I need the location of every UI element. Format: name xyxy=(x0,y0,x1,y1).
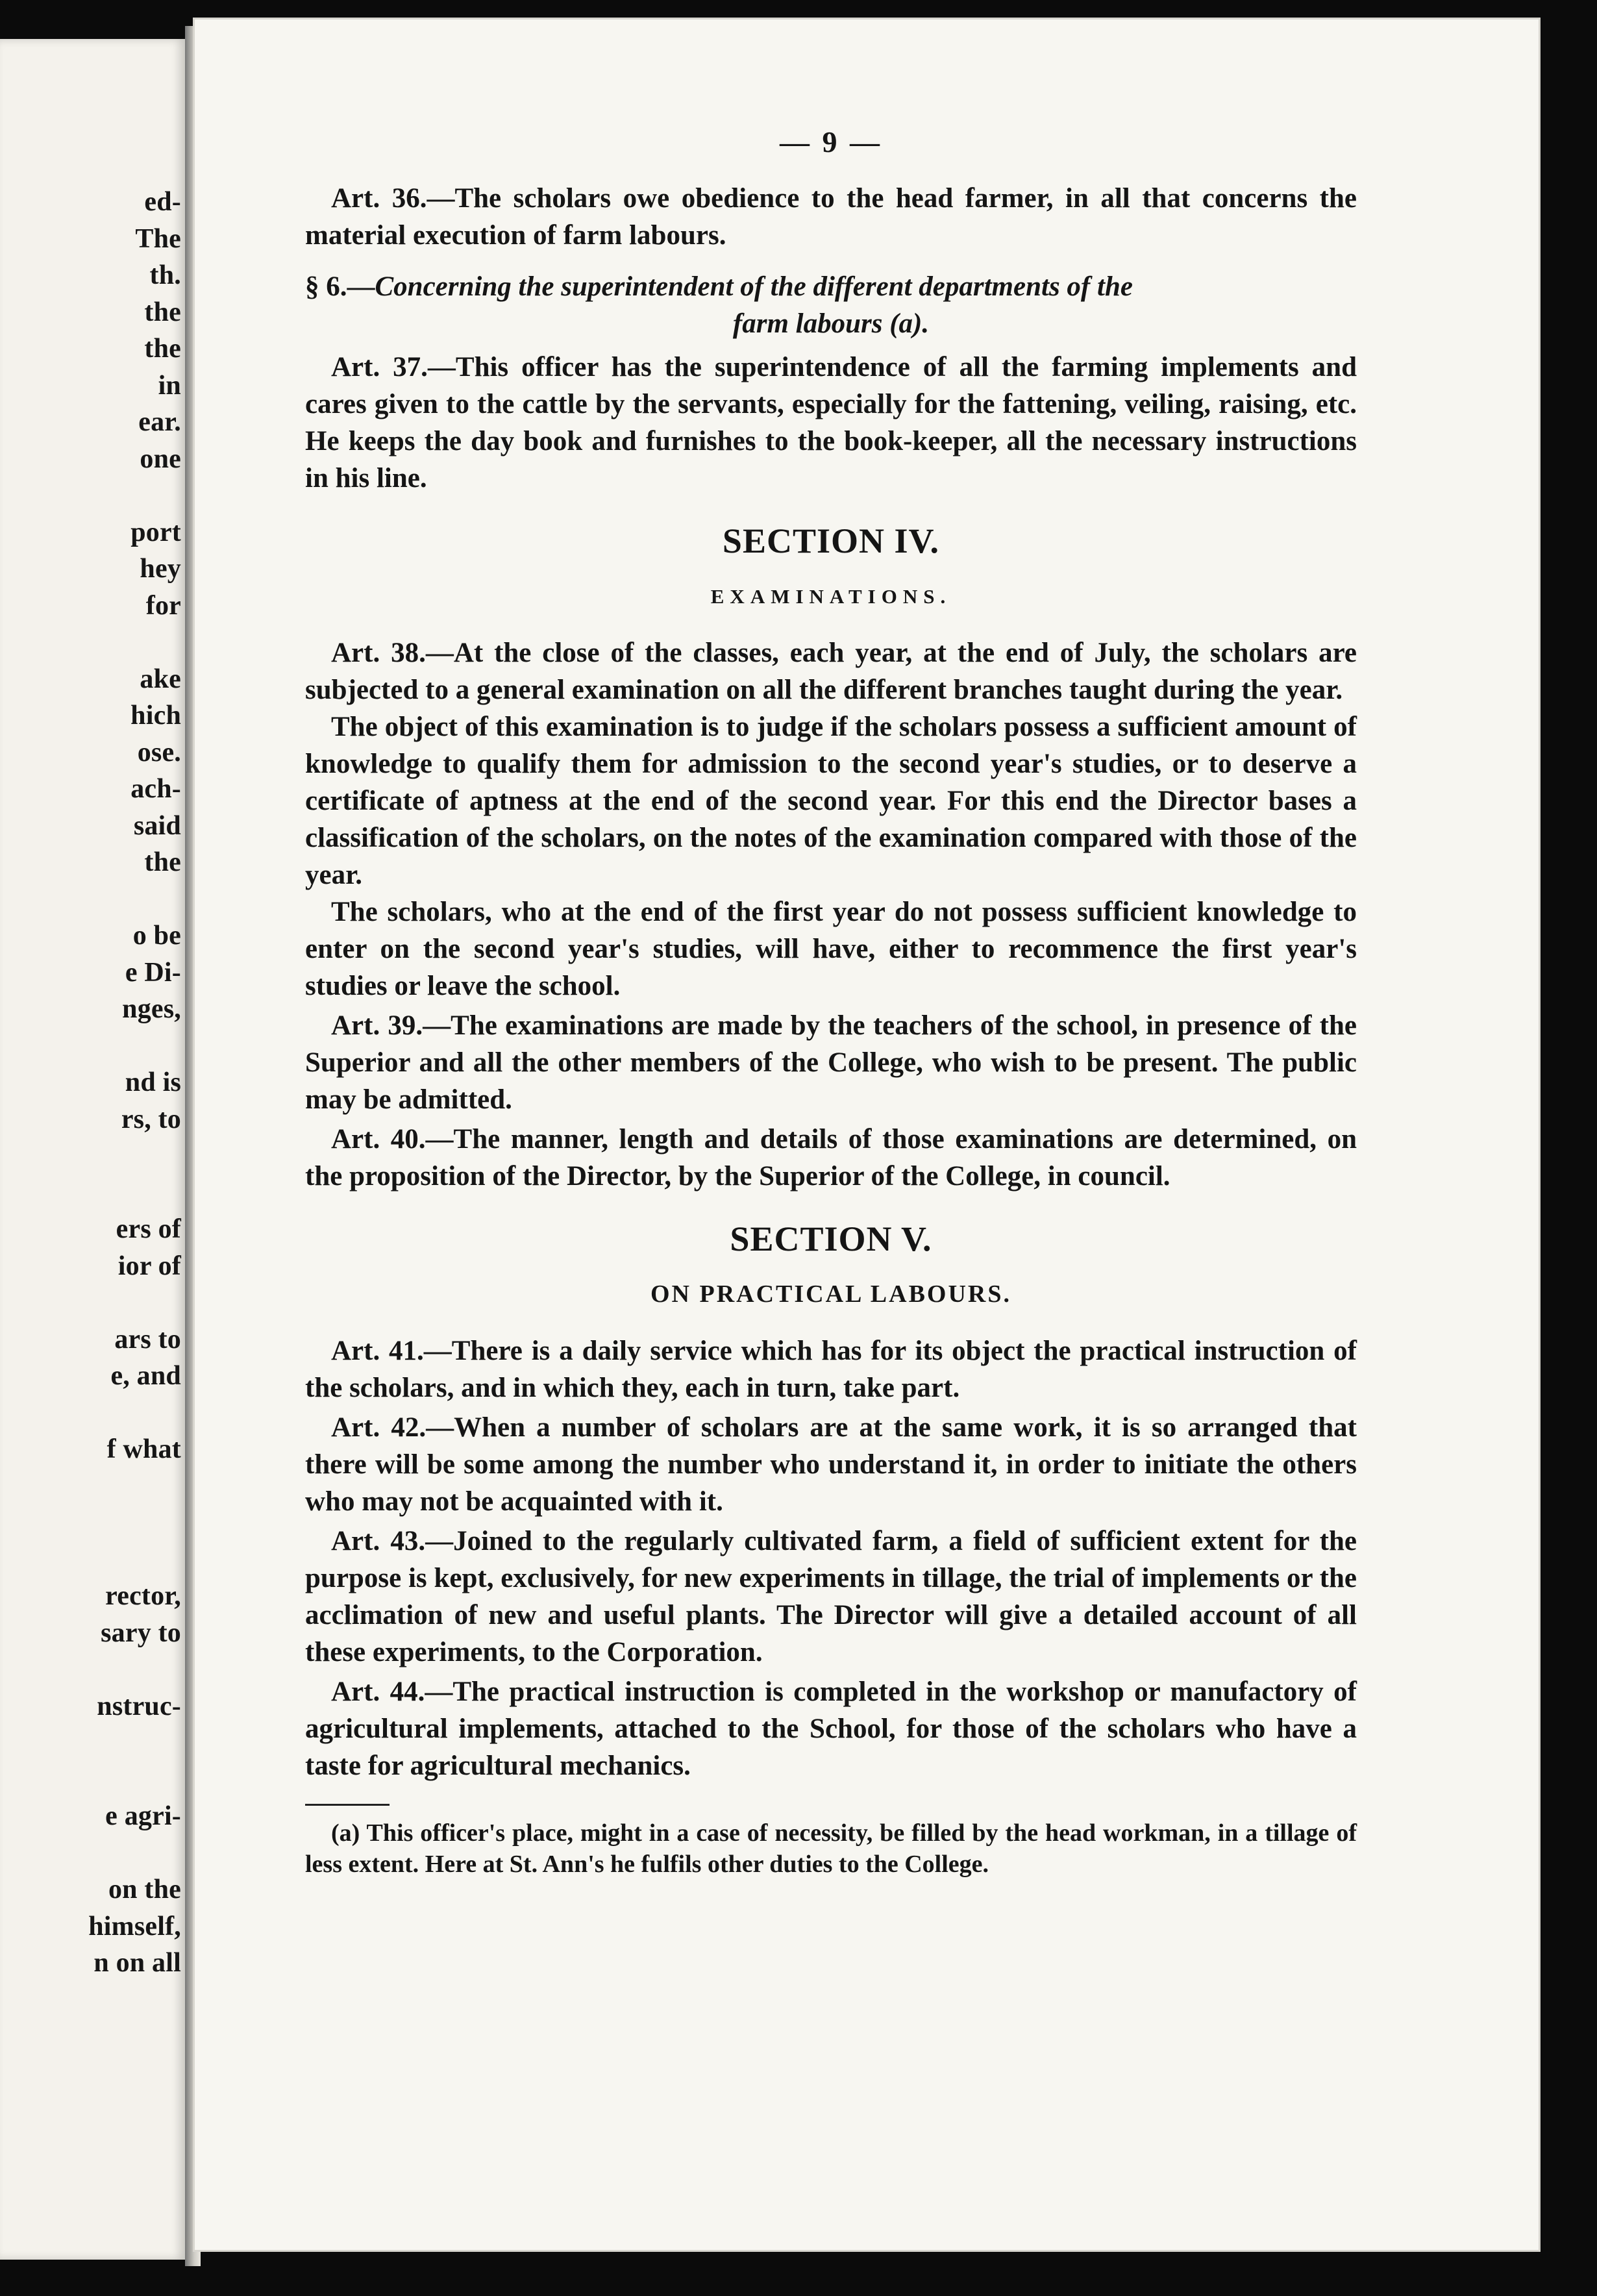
facing-page-line: ars to xyxy=(114,1324,181,1354)
facing-page-line: ach- xyxy=(130,774,181,804)
facing-page-line: rector, xyxy=(105,1581,181,1611)
footnote-rule xyxy=(305,1804,390,1806)
article-42: Art. 42.—When a number of scholars are at the same work, it is so arranged that there will be some among the number who understand it, in order to initiate the others who may not be acquainted with it. xyxy=(305,1412,1357,1517)
facing-page-line: said xyxy=(133,810,181,841)
facing-page-line: The xyxy=(135,223,181,254)
facing-page-line: hich xyxy=(130,701,181,730)
article-41: Art. 41.—There is a daily service which has for its object the practical instruction of the scholars, and in which they, each in turn, take part. xyxy=(305,1336,1357,1403)
facing-page-line: ake xyxy=(140,664,181,694)
page-number: — 9 — xyxy=(780,125,882,158)
subsection-6-title-line1: Concerning the superintendent of the different departments of the xyxy=(375,271,1133,302)
facing-page-line: one xyxy=(140,443,181,474)
facing-page-line: o be xyxy=(132,921,181,951)
facing-page-line: ers of xyxy=(116,1214,181,1244)
article-43: Art. 43.—Joined to the regularly cultivated farm, a field of sufficient extent for the purpose is kept, exclusively, for new experiments in tillage, the trial of implements or the acclimation of new and useful plants. The Director will give a detailed account of all these experiments, to the Corporation. xyxy=(305,1526,1357,1667)
facing-page-line: the xyxy=(144,847,181,877)
facing-page-line: n on all xyxy=(93,1948,181,1978)
article-39: Art. 39.—The examinations are made by the teachers of the school, in presence of the Superior and all the other members of the College, who wish to be present. The public may be admitted. xyxy=(305,1010,1357,1115)
article-40: Art. 40.—The manner, length and details of those examinations are determined, on the proposition of the Director, by the Superior of the College, in council. xyxy=(305,1124,1357,1192)
facing-page-line: ose. xyxy=(137,737,181,767)
article-38-paragraph-2: The object of this examination is to judge if the scholars possess a sufficient amount of knowledge to qualify them for admission to the second year's studies, or to deserve a certificate of aptness at the end of the second year. For this end the Director bases a classification of the scholars, on the notes of the examination compared with those of the year. xyxy=(305,712,1357,890)
facing-page-line: nges, xyxy=(122,994,181,1024)
facing-page-line: e, and xyxy=(110,1361,181,1391)
article-36: Art. 36.—The scholars owe obedience to the head farmer, in all that concerns the material execution of farm labours. xyxy=(305,183,1357,251)
facing-page-line: sary to xyxy=(101,1617,181,1648)
article-44: Art. 44.—The practical instruction is completed in the workshop or manufactory of agricultural implements, attached to the School, for those of the scholars who have a taste for agricultural mechanics. xyxy=(305,1677,1357,1781)
section-5-subtitle: ON PRACTICAL LABOURS. xyxy=(650,1280,1012,1308)
facing-page-line: th. xyxy=(149,260,181,290)
facing-page-line: port xyxy=(130,517,181,547)
section-4-title: SECTION IV. xyxy=(722,521,940,560)
facing-page-line: e Di- xyxy=(125,957,181,988)
subsection-6-heading xyxy=(305,268,1357,342)
facing-page-line: on the xyxy=(108,1875,181,1904)
article-38-paragraph-3: The scholars, who at the end of the first year do not possess sufficient knowledge to enter on the second year's studies, will have, either to recommence the first year's studies or leave the school. xyxy=(305,897,1357,1001)
facing-page-line: himself, xyxy=(88,1911,181,1941)
facing-page-line: in xyxy=(158,370,181,401)
facing-page-line: the xyxy=(144,334,181,364)
footnote: (a) This officer's place, might in a case of necessity, be filled by the head workman, in a tillage of less extent. Here at St. Ann's he fulfils other duties to the College. xyxy=(305,1819,1357,1878)
facing-page-line: ed- xyxy=(144,187,181,217)
facing-page-line: nstruc- xyxy=(97,1691,181,1721)
facing-page xyxy=(0,39,185,2260)
subsection-6-prefix: § 6.— xyxy=(305,271,375,302)
facing-page-line: for xyxy=(145,590,181,621)
facing-page-line: ear. xyxy=(138,407,181,437)
document-page xyxy=(195,19,1539,2250)
section-4-subtitle: EXAMINATIONS. xyxy=(710,585,952,608)
facing-page-line: e agri- xyxy=(105,1801,181,1831)
page-content xyxy=(305,123,1357,1880)
facing-page-line: nd is xyxy=(125,1067,181,1097)
facing-page-line: the xyxy=(144,297,181,327)
facing-page-line: rs, to xyxy=(121,1104,181,1134)
section-5-title: SECTION V. xyxy=(730,1219,932,1258)
subsection-6-title-line2: farm labours (a). xyxy=(732,308,930,339)
article-37: Art. 37.—This officer has the superintendence of all the farming implements and cares given to the cattle by the servants, especially for the fattening, veiling, raising, etc. He keeps the day book and furnishes to the book-keeper, all the necessary instructions in his line. xyxy=(305,352,1357,493)
facing-page-line: f what xyxy=(106,1434,181,1464)
facing-page-line: hey xyxy=(140,554,181,584)
article-38: Art. 38.—At the close of the classes, each year, at the end of July, the scholars are subjected to a general examination on all the different branches taught during the year. xyxy=(305,638,1357,705)
facing-page-line: ior of xyxy=(118,1251,181,1281)
